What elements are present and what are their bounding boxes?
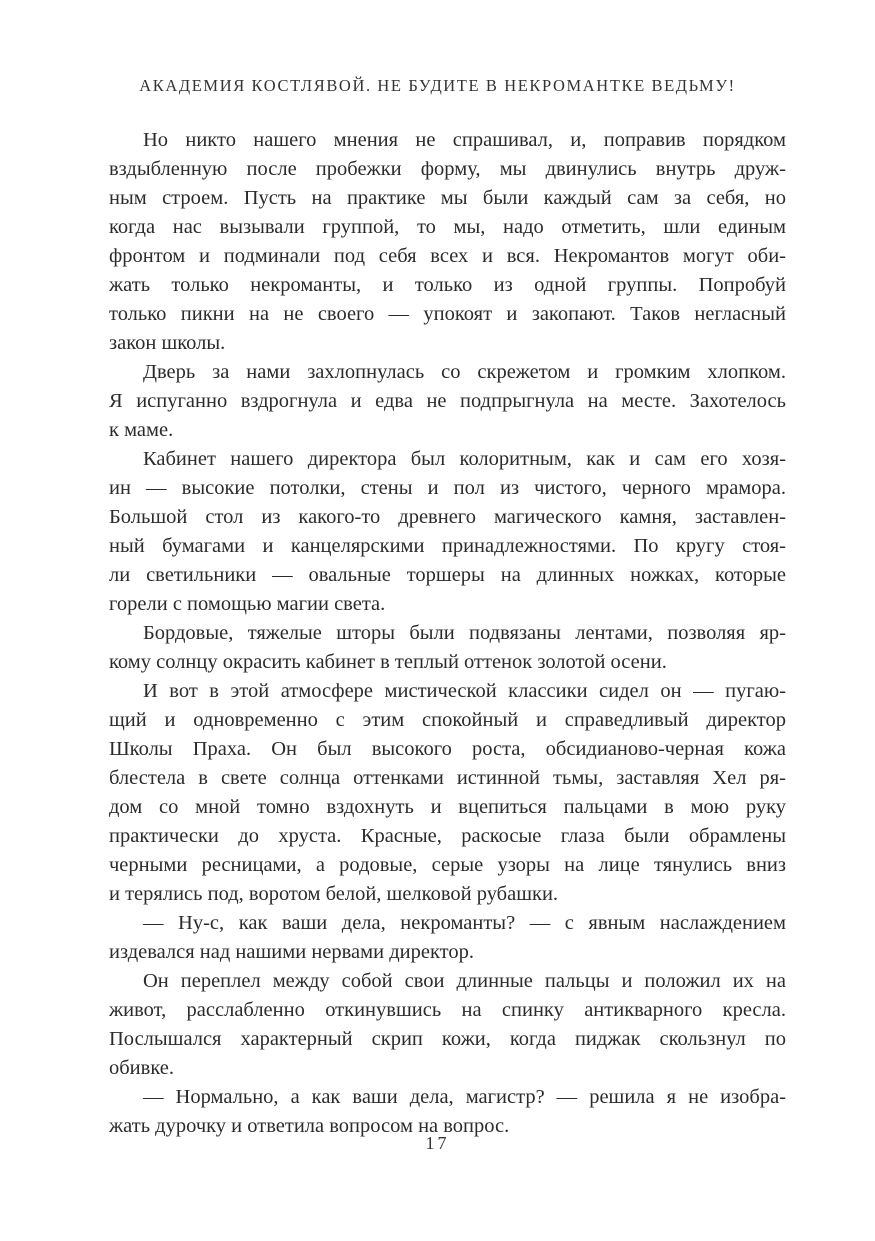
text-line: кому солнцу окрасить кабинет в теплый оттенок золотой осени. (109, 651, 667, 673)
text-line: Школы Праха. Он был высокого роста, обсидианово-черная кожа (109, 738, 786, 760)
text-line: живот, расслабленно откинувшись на спинку антикварного кресла. (109, 999, 786, 1021)
page-number: 17 (425, 1133, 450, 1153)
text-line: только пикни на не своего — упокоят и закопают. Таков негласный (109, 303, 786, 325)
text-line: издевался над нашими нервами директор. (109, 941, 474, 963)
body-text (109, 126, 786, 1141)
text-line: Дверь за нами захлопнулась со скрежетом и громким хлопком. (143, 361, 786, 383)
paragraph (109, 358, 786, 445)
text-line: и терялись под, воротом белой, шелковой рубашки. (109, 883, 559, 905)
text-line: черными ресницами, а родовые, серые узоры на лице тянулись вниз (109, 854, 786, 876)
text-line: обивке. (109, 1057, 175, 1079)
text-line: практически до хруста. Красные, раскосые глаза были обрамлены (109, 825, 786, 847)
text-line: ный бумагами и канцелярскими принадлежностями. По кругу стоя- (109, 535, 786, 557)
text-line: щий и одновременно с этим спокойный и справедливый директор (109, 709, 786, 731)
text-line: Я испуганно вздрогнула и едва не подпрыгнула на месте. Захотелось (109, 390, 786, 412)
text-line: — Нормально, а как ваши дела, магистр? — решила я не изобра- (143, 1086, 786, 1108)
text-line: к маме. (109, 419, 174, 441)
text-line: ным строем. Пусть на практике мы были каждый сам за себя, но (109, 187, 786, 209)
paragraph (109, 619, 786, 677)
text-line: Кабинет нашего директора был колоритным, как и сам его хозя- (143, 448, 786, 470)
text-line: жать только некроманты, и только из одной группы. Попробуй (109, 274, 786, 296)
text-line: — Ну-с, как ваши дела, некроманты? — с явным наслаждением (143, 912, 786, 934)
text-line: когда нас вызывали группой, то мы, надо отметить, шли единым (109, 216, 786, 238)
paragraph (109, 445, 786, 619)
text-line: Но никто нашего мнения не спрашивал, и, поправив порядком (143, 129, 786, 151)
text-line: вздыбленную после пробежки форму, мы двинулись внутрь друж- (109, 158, 786, 180)
paragraph (109, 677, 786, 909)
paragraph (109, 967, 786, 1083)
text-line: фронтом и подминали под себя всех и вся. Некромантов могут оби- (109, 245, 786, 267)
text-line: ли светильники — овальные торшеры на длинных ножках, которые (109, 564, 786, 586)
paragraph (109, 909, 786, 967)
text-line: дом со мной томно вздохнуть и вцепиться пальцами в мою руку (109, 796, 786, 818)
text-line: И вот в этой атмосфере мистической классики сидел он — пугаю- (143, 680, 786, 702)
running-head: АКАДЕМИЯ КОСТЛЯВОЙ. НЕ БУДИТЕ В НЕКРОМАНТКЕ ВЕДЬМУ! (139, 76, 736, 95)
text-line: жать дурочку и ответила вопросом на вопрос. (109, 1115, 510, 1137)
text-line: Послышался характерный скрип кожи, когда пиджак скользнул по (109, 1028, 786, 1050)
paragraph (109, 126, 786, 358)
text-line: блестела в свете солнца оттенками истинной тьмы, заставляя Хел ря- (109, 767, 786, 789)
text-line: закон школы. (109, 332, 226, 354)
text-line: Он переплел между собой свои длинные пальцы и положил их на (143, 970, 786, 992)
text-line: Бордовые, тяжелые шторы были подвязаны лентами, позволяя яр- (143, 622, 786, 644)
text-line: ин — высокие потолки, стены и пол из чистого, черного мрамора. (109, 477, 786, 499)
text-line: горели с помощью магии света. (109, 593, 386, 615)
text-line: Большой стол из какого-то древнего магического камня, заставлен- (109, 506, 786, 528)
